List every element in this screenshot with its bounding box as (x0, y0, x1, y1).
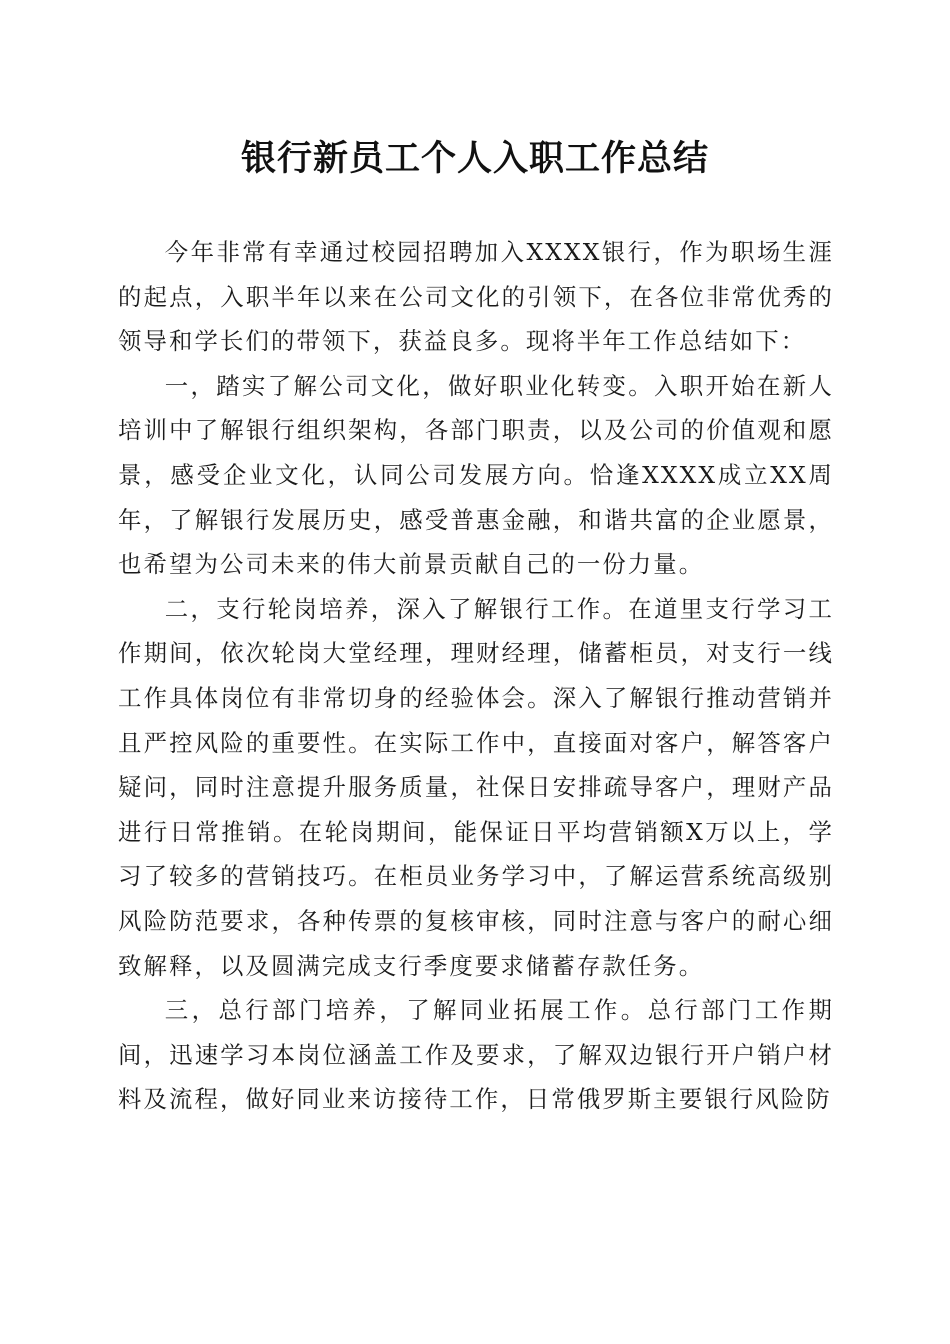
paragraph-section-2: 二，支行轮岗培养，深入了解银行工作。在道里支行学习工作期间，依次轮岗大堂经理，理财经理，储蓄柜员，对支行一线工作具体岗位有非常切身的经验体会。深入了解银行推动营销并且严控风险的重要性。在实际工作中，直接面对客户，解答客户疑问，同时注意提升服务质量，社保日安排疏导客户，理财产品进行日常推销。在轮岗期间，能保证日平均营销额X万以上，学习了较多的营销技巧。在柜员业务学习中，了解运营系统高级别风险防范要求，各种传票的复核审核，同时注意与客户的耐心细致解释，以及圆满完成支行季度要求储蓄存款任务。 (118, 594, 834, 980)
paragraph-section-3: 三，总行部门培养，了解同业拓展工作。总行部门工作期间，迅速学习本岗位涵盖工作及要求，了解双边银行开户销户材料及流程，做好同业来访接待工作，日常俄罗斯主要银行风险防 (118, 996, 834, 1114)
paragraph-section-1: 一，踏实了解公司文化，做好职业化转变。入职开始在新人培训中了解银行组织架构，各部门职责，以及公司的价值观和愿景，感受企业文化，认同公司发展方向。恰逢XXXX成立XX周年，了解银行发展历史，感受普惠金融，和谐共富的企业愿景，也希望为公司未来的伟大前景贡献自己的一份力量。 (118, 371, 834, 579)
paragraph-intro: 今年非常有幸通过校园招聘加入XXXX银行，作为职场生涯的起点，入职半年以来在公司文化的引领下，在各位非常优秀的领导和学长们的带领下，获益良多。现将半年工作总结如下： (118, 238, 834, 356)
document-body (118, 230, 834, 1122)
document-title: 银行新员工个人入职工作总结 (240, 138, 709, 179)
